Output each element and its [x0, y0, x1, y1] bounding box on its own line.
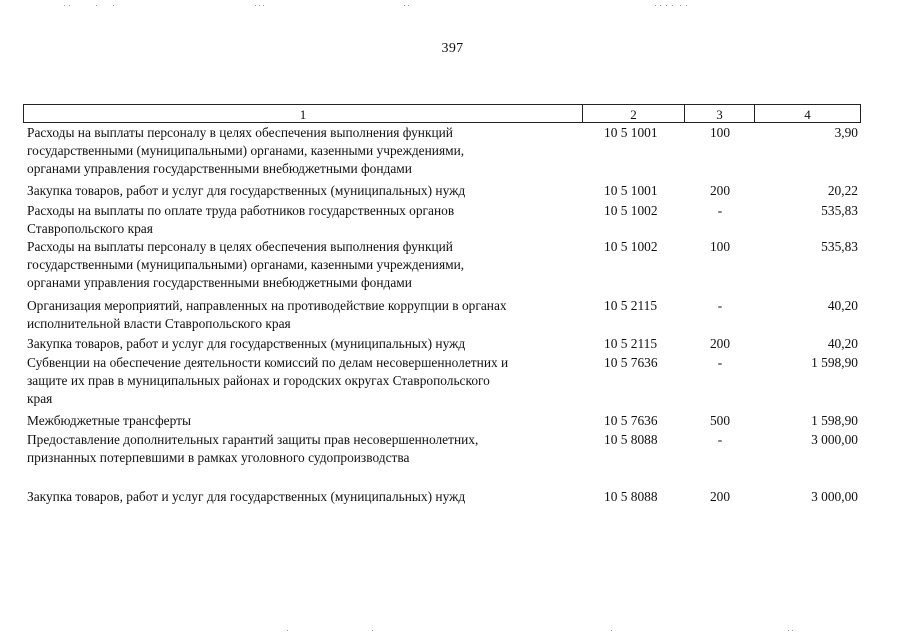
row-type: 100 — [709, 125, 731, 140]
row-code: 10 5 7636 — [604, 413, 658, 428]
row-description — [27, 335, 587, 353]
row-code: 10 5 1001 — [604, 183, 658, 198]
column-header-1: 1 — [24, 105, 583, 122]
row-type: 200 — [709, 183, 731, 198]
row-code: 10 5 1001 — [604, 125, 658, 140]
row-description — [27, 202, 587, 238]
column-header-3: 3 — [685, 105, 755, 122]
description-line: Закупка товаров, работ и услуг для государственных (муниципальных) нужд — [27, 336, 466, 351]
row-code: 10 5 1002 — [604, 203, 658, 218]
description-line: края — [27, 391, 53, 406]
row-type: - — [717, 432, 723, 447]
row-code: 10 5 7636 — [604, 355, 658, 370]
row-type: 200 — [709, 489, 731, 504]
description-line: Субвенции на обеспечение деятельности комиссий по делам несовершеннолетних и — [27, 355, 509, 370]
row-code: 10 5 1002 — [604, 239, 658, 254]
row-code: 10 5 2115 — [604, 336, 658, 351]
description-line: Расходы на выплаты персоналу в целях обеспечения выполнения функций — [27, 239, 453, 254]
row-description — [27, 354, 587, 408]
description-line: органами управления государственными внебюджетными фондами — [27, 161, 412, 176]
row-description — [27, 488, 587, 506]
row-description — [27, 297, 587, 333]
description-line: Ставропольского края — [27, 221, 153, 236]
row-code: 10 5 8088 — [604, 489, 658, 504]
row-description — [27, 124, 587, 178]
row-description — [27, 182, 587, 200]
description-line: признанных потерпевшими в рамках уголовного судопроизводства — [27, 450, 410, 465]
description-line: Предоставление дополнительных гарантий защиты прав несовершеннолетних, — [27, 432, 479, 447]
row-sum: 535,83 — [821, 239, 858, 254]
description-line: Закупка товаров, работ и услуг для государственных (муниципальных) нужд — [27, 183, 466, 198]
table-header — [23, 104, 861, 123]
row-description — [27, 431, 587, 467]
row-sum: 3,90 — [834, 125, 858, 140]
row-type: 500 — [709, 413, 731, 428]
row-sum: 40,20 — [827, 298, 858, 313]
row-description — [27, 412, 587, 430]
description-line: защите их прав в муниципальных районах и городских округах Ставропольского — [27, 373, 490, 388]
row-description — [27, 238, 587, 292]
description-line: государственными (муниципальными) органами, казенными учреждениями, — [27, 257, 465, 272]
row-sum: 3 000,00 — [811, 432, 858, 447]
description-line: Организация мероприятий, направленных на противодействие коррупции в органах — [27, 298, 507, 313]
column-header-4: 4 — [804, 107, 811, 122]
scan-artifacts-top — [0, 5, 905, 11]
row-type: - — [717, 298, 723, 313]
row-code: 10 5 8088 — [604, 432, 658, 447]
description-line: органами управления государственными внебюджетными фондами — [27, 275, 412, 290]
description-line: Закупка товаров, работ и услуг для государственных (муниципальных) нужд — [27, 489, 466, 504]
row-type: - — [717, 203, 723, 218]
description-line: Расходы на выплаты по оплате труда работников государственных органов — [27, 203, 455, 218]
row-sum: 3 000,00 — [811, 489, 858, 504]
scan-artifacts-bottom — [0, 630, 905, 636]
description-line: Расходы на выплаты персоналу в целях обеспечения выполнения функций — [27, 125, 453, 140]
description-line: исполнительной власти Ставропольского края — [27, 316, 291, 331]
row-sum: 535,83 — [821, 203, 858, 218]
page-number: 397 — [441, 41, 464, 56]
row-type: - — [717, 355, 723, 370]
row-sum: 20,22 — [827, 183, 858, 198]
row-sum: 40,20 — [827, 336, 858, 351]
row-code: 10 5 2115 — [604, 298, 658, 313]
row-sum: 1 598,90 — [811, 413, 858, 428]
row-type: 200 — [709, 336, 731, 351]
description-line: Межбюджетные трансферты — [27, 413, 191, 428]
column-header-2: 2 — [583, 105, 685, 122]
row-sum: 1 598,90 — [811, 355, 858, 370]
description-line: государственными (муниципальными) органами, казенными учреждениями, — [27, 143, 465, 158]
row-type: 100 — [709, 239, 731, 254]
